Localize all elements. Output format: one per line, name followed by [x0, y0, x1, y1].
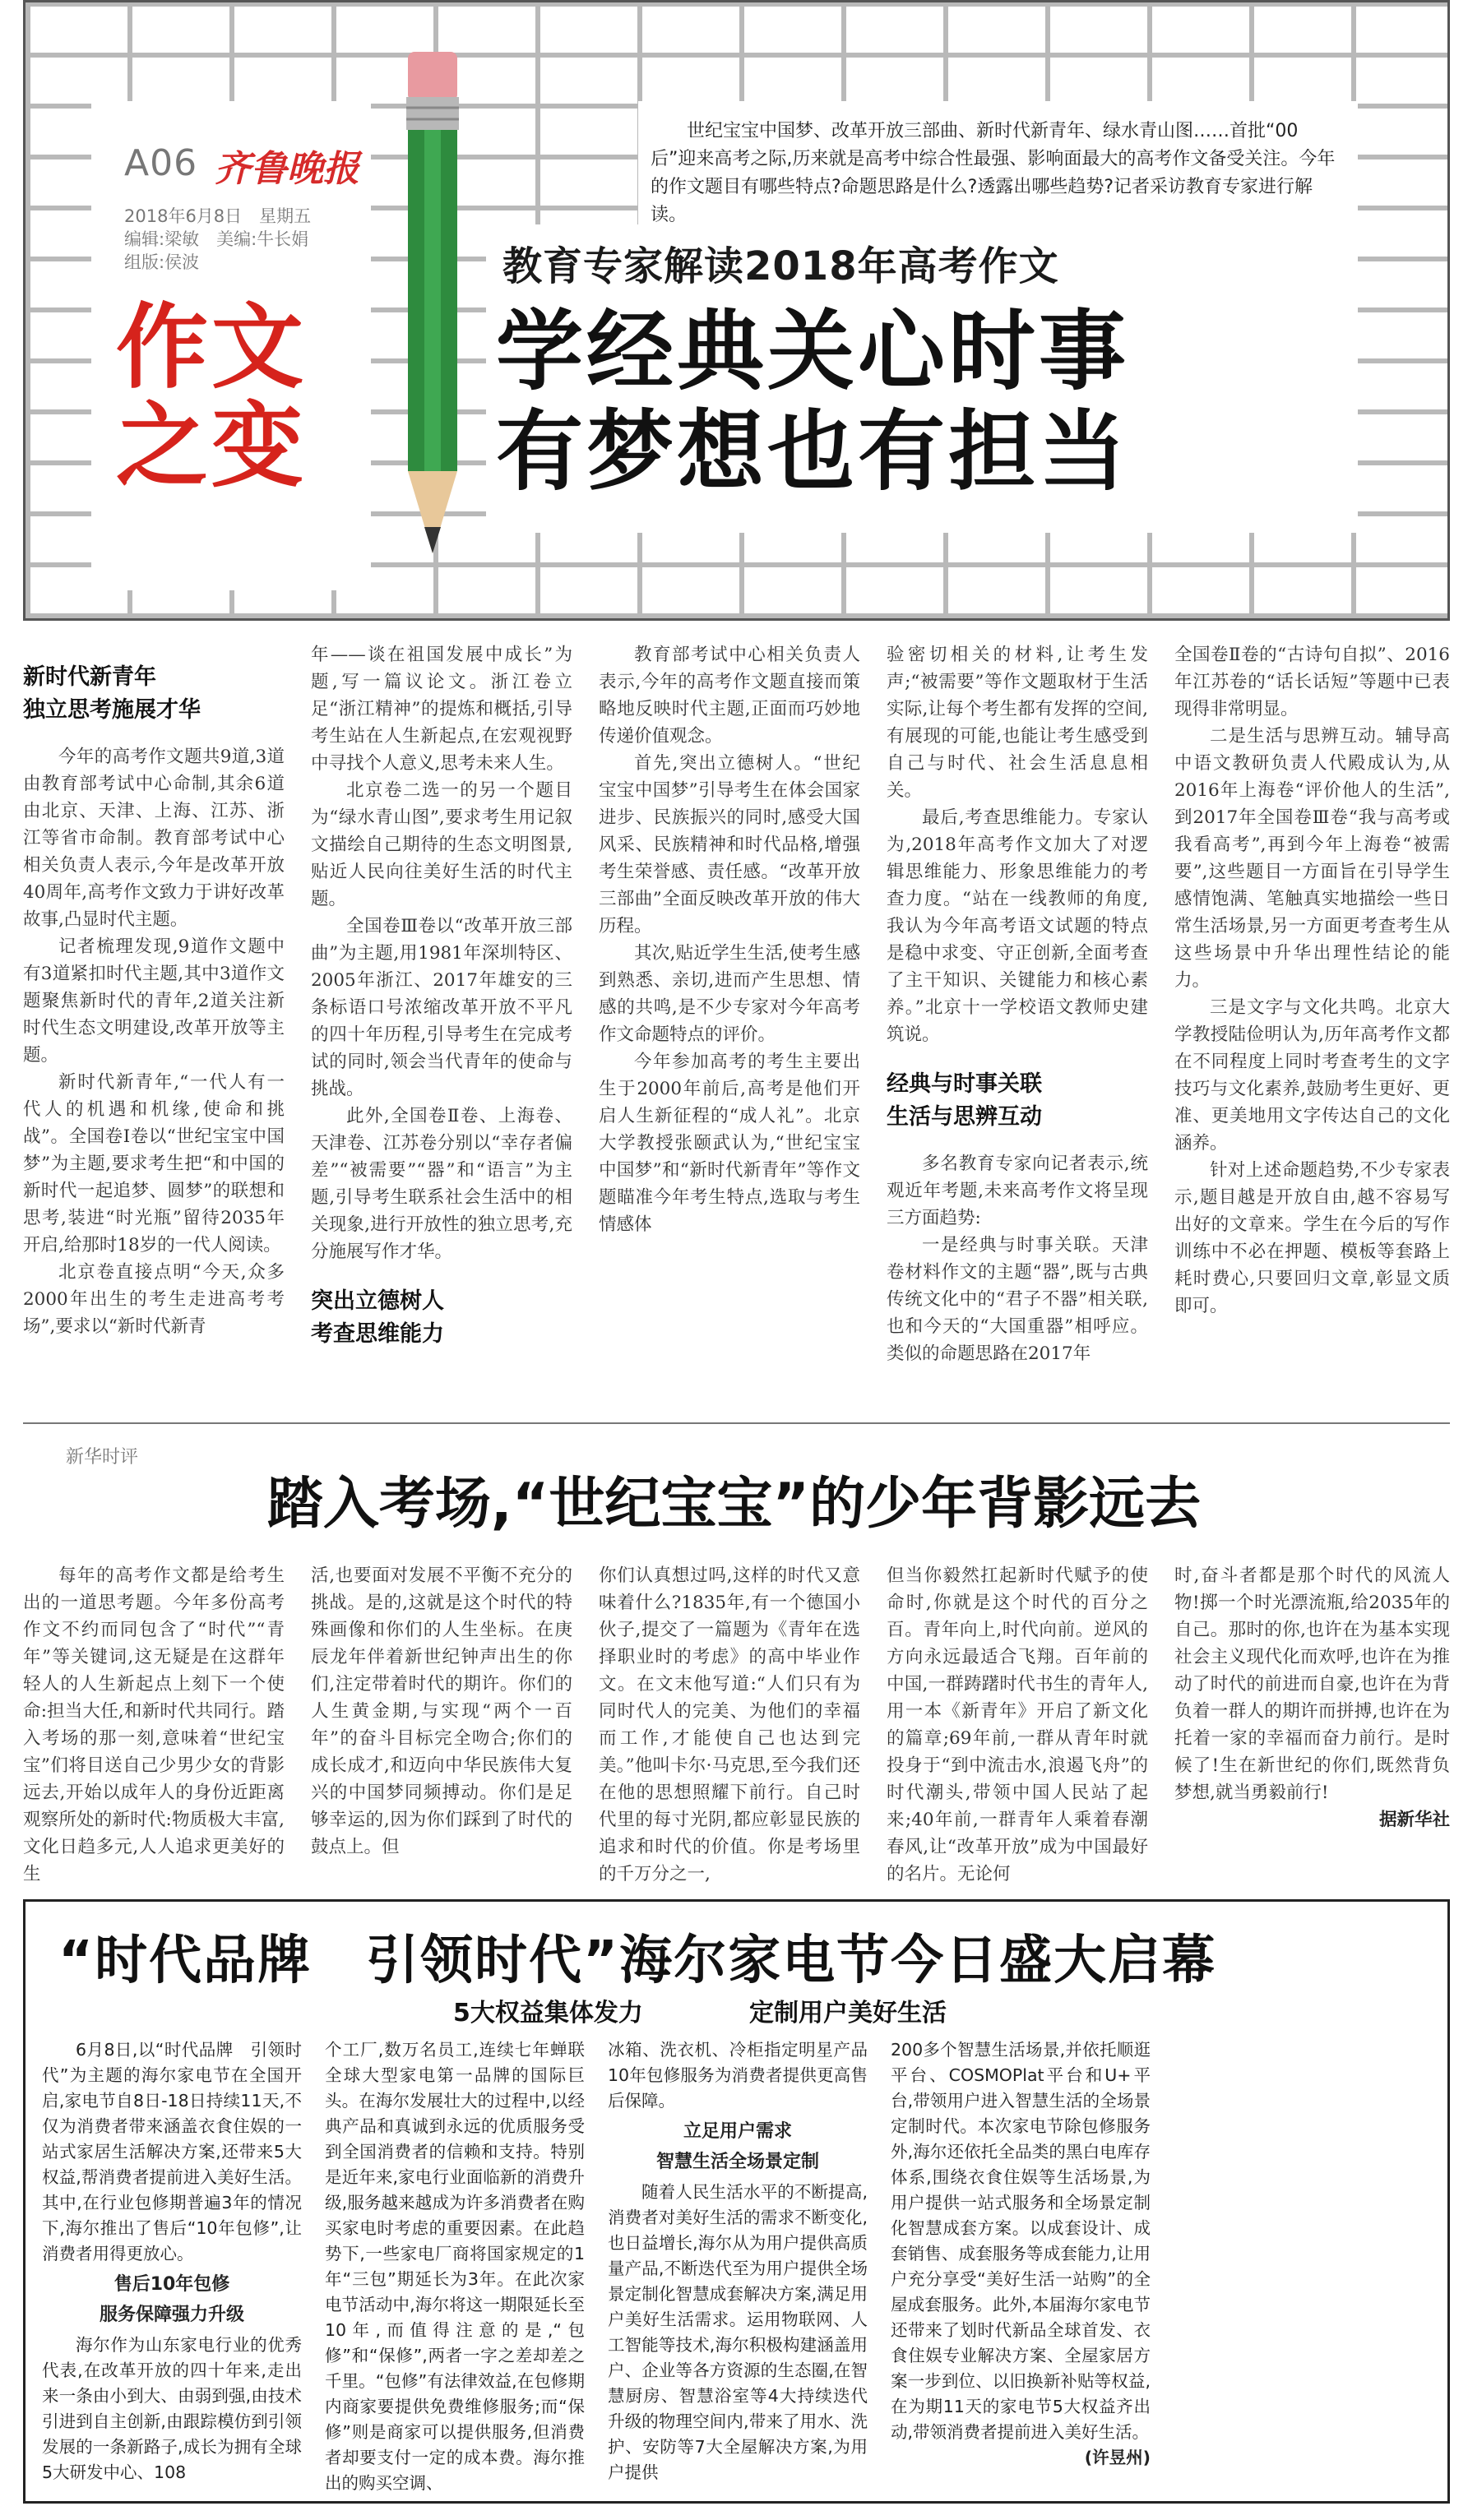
commentary-column-4: 但当你毅然扛起新时代赋予的使命时,你就是这个时代的百分之百。青年向上,时代向前。逆风的方向永远最适合飞翔。百年前的中国,一群踌躇时代书生的青年人,用一本《新青年》开启了新文化的篇章;69年前,一群从青年时就投身于“到中流击水,浪遏飞舟”的时代潮头,带领中国人民站了起来;40年前,一群青年人乘着春潮春风,让“改革开放”成为中国最好的名片。无论何 [887, 1565, 1148, 1884]
advertorial-subtitle-2: 定制用户美好生活 [749, 1999, 947, 2028]
layout-credit: 组版:侯波 [124, 252, 200, 272]
editor-credit: 编辑:梁敏 美编:牛长娟 [124, 229, 309, 249]
commentary-title: 踏入考场,“世纪宝宝”的少年背影远去 [266, 1472, 1202, 1537]
subheadline: 教育专家解读2018年高考作文 [502, 243, 1059, 289]
advertorial-body [42, 2037, 1436, 2498]
paragraph: 记者梳理发现,9道作文题中有3道紧扣时代主题,其中3道作文题聚焦新时代的青年,2道关注新时代生态文明建设,改革开放等主题。 [23, 936, 285, 1066]
paragraph: 三是文字与文化共鸣。北京大学教授陆俭明认为,历年高考作文都在不同程度上同时考查考生的文字技巧与文化素养,鼓励考生更好、更准、更美地用文字传达自己的文化涵养。 [1174, 997, 1450, 1154]
section-heading: 经典与时事关联 生活与思辨互动 [887, 1071, 1042, 1130]
paragraph: 今年的高考作文题共9道,3道由教育部考试中心命制,其余6道由北京、天津、上海、江苏、浙江等省市命制。教育部考试中心相关负责人表示,今年是改革开放40周年,高考作文致力于讲好改革故事,凸显时代主题。 [23, 747, 285, 930]
article-body [23, 641, 1450, 1377]
paragraph: 教育部考试中心相关负责人表示,今年的高考作文题直接而策略地反映时代主题,正面而巧妙地传递价值观念。 [599, 645, 860, 747]
paragraph: 一是经典与时事关联。天津卷材料作文的主题“器”,既与古典传统文化中的“君子不器”相关联,也和今天的“大国重器”相呼应。类似的命题思路在2017年 [887, 1235, 1148, 1364]
commentary-column-3: 你们认真想过吗,这样的时代又意味着什么?1835年,有一个德国小伙子,提交了一篇题为《青年在选择职业时的考虑》的高中毕业作文。在文末他写道:“人们只有为同时代人的完美、为他们的幸福而工作,才能使自己也达到完美。”他叫卡尔·马克思,至今我们还在他的思想照耀下前行。自己时代里的每寸光阴,都应彰显民族的追求和时代的价值。你是考场里的千万分之一, [599, 1565, 860, 1884]
advertorial-box [23, 1899, 1450, 2504]
edition-meta [124, 205, 311, 274]
header-panel [23, 0, 1450, 621]
paragraph: 二是生活与思辨互动。辅导高中语文教研负责人代殿成认为,从2016年上海卷“评价他人的生活”,到2017年全国卷Ⅲ卷“我与高考或我看高考”,再到今年上海卷“被需要”,这些题目一方面旨在引导学生感情饱满、笔触真实地描绘一些日常生活场景,另一方面更考查考生从这些场景中升华出理性结论的能力。 [1174, 726, 1450, 991]
paragraph: 北京卷直接点明“今天,众多2000年出生的考生走进高考考场”,要求以“新时代新青 [23, 1262, 285, 1337]
paragraph: 多名教育专家向记者表示,统观近年考题,未来高考作文将呈现三方面趋势: [887, 1154, 1148, 1228]
paragraph: 今年参加高考的考生主要出生于2000年前后,高考是他们开启人生新征程的“成人礼”。北京大学教授张颐武认为,“世纪宝宝中国梦”和“新时代新青年”等作文题瞄准今年考生特点,选取与考生情感体 [599, 1052, 860, 1235]
commentary-body [23, 1562, 1450, 1884]
paragraph: 其次,贴近学生生活,使考生感到熟悉、亲切,进而产生思想、情感的共鸣,是不少专家对今年高考作文命题特点的评价。 [599, 943, 860, 1045]
article-column-2 [311, 641, 572, 1377]
paragraph: 针对上述命题趋势,不少专家表示,题目越是开放自由,越不容易写出好的文章来。学生在今后的写作训练中不必在押题、模板等套路上耗时费心,只要回归文章,彰显文质即可。 [1174, 1160, 1450, 1316]
commentary-column-5: 时,奋斗者都是那个时代的风流人物!掷一个时光漂流瓶,给2035年的自己。那时的你,也许在为基本实现社会主义现代化而欢呼,也许在为推动了时代的前进而自豪,也许在为背负着一群人的期许而拼搏,也许在为托着一家的幸福而奋力前行。是时候了!生在新世纪的你们,既然背负梦想,就当勇毅前行! 据新华社 [1174, 1562, 1450, 1858]
lead-paragraph: 世纪宝宝中国梦、改革开放三部曲、新时代新青年、绿水青山图……首批“00后”迎来高考之际,历来就是高考中综合性最强、影响面最大的高考作文备受关注。今年的作文题目有哪些特点?命题思路是什么?透露出哪些趋势?记者采访教育专家进行解读。 [651, 121, 1336, 225]
page-number: A06 [124, 142, 198, 184]
newspaper-logo: 齐鲁晚报 [215, 148, 359, 190]
commentary-column-2: 活,也要面对发展不平衡不充分的挑战。是的,这就是这个时代的特殊画像和你们的人生坐标。在庚辰龙年伴着新世纪钟声出生的你们,注定带着时代的期许。你们的人生黄金期,与实现“两个一百年”的奋斗目标完全吻合;你们的成长成才,和迈向中华民族伟大复兴的中国梦同频搏动。你们是足够幸运的,因为你们踩到了时代的鼓点上。但 [311, 1565, 572, 1857]
news-source: 据新华社 [1378, 1810, 1450, 1830]
advertorial-column-1: 6月8日,以“时代品牌 引领时代”为主题的海尔家电节在全国开启,家电节自8日-18日持续11天,不仅为消费者带来涵盖衣食住娱的一站式家居生活解决方案,还带来5大权益,帮消费者提前进入美好生活。其中,在行业包修期普遍3年的情况下,海尔推出了售后“10年包修”,让消费者用得更放心。 售后10年包修 服务保障强力升级 海尔作为山东家电行业的优秀代表,在改革开放的四十年来,走出来一条由小到大、由弱到强,由技术引进到自主创新,由跟踪模仿到引领发展的一条新路子,成长为拥有全球5大研发中心、108 [42, 2040, 302, 2482]
article-column-5 [1174, 641, 1450, 1377]
column-title: 作文 之变 [116, 294, 307, 500]
headline: 学经典关心时事 有梦想也有担当 [496, 301, 1129, 502]
issue-date: 2018年6月8日 星期五 [124, 206, 312, 226]
article-column-4 [887, 641, 1148, 1377]
paragraph: 此外,全国卷Ⅱ卷、上海卷、天津卷、江苏卷分别以“幸存者偏差”“被需要”“器”和“语言”为主题,引导考生联系社会生活中的相关现象,进行开放性的独立思考,充分施展写作才华。 [311, 1106, 572, 1262]
paragraph: 北京卷二选一的另一个题目为“绿水青山图”,要求考生用记叙文描绘自己期待的生态文明图景,贴近人民向往美好生活的时代主题。 [311, 780, 572, 909]
advertorial-title: “时代品牌 引领时代”海尔家电节今日盛大启幕 [58, 1930, 1217, 1991]
paragraph: 验密切相关的材料,让考生发声;“被需要”等作文题取材于生活实际,让每个考生都有发挥的空间,有展现的可能,也能让考生感受到自己与时代、社会生活息息相关。 [887, 645, 1148, 801]
paragraph: 最后,考查思维能力。专家认为,2018年高考作文加大了对逻辑思维能力、形象思维能力的考查力度。“站在一线教师的角度,我认为今年高考语文试题的特点是稳中求变、守正创新,全面考查了主干知识、关键能力和核心素养。”北京十一学校语文教师史建筑说。 [887, 807, 1148, 1045]
section-tag: 新华时评 [66, 1447, 139, 1468]
paragraph: 新时代新青年,“一代人有一代人的机遇和机缘,使命和挑战”。全国卷Ⅰ卷以“世纪宝宝中国梦”为主题,要求考生把“和中国的新时代一起追梦、圆梦”的联想和思考,装进“时光瓶”留待2035年开启,给那时18岁的一代人阅读。 [23, 1072, 285, 1255]
section-heading: 突出立德树人 考查思维能力 [311, 1288, 444, 1347]
paragraph: 全国卷Ⅲ卷以“改革开放三部曲”为主题,用1981年深圳特区、2005年浙江、2017年雄安的三条标语口号浓缩改革开放不平凡的四十年历程,引导考生在完成考试的同时,领会当代青年的使命与挑战。 [311, 916, 572, 1099]
advertorial-subtitle-1: 5大权益集体发力 [453, 1999, 643, 2028]
advertorial-column-3: 冰箱、洗衣机、冷柜指定明星产品10年包修服务为消费者提供更高售后保障。 立足用户需求 智慧生活全场景定制 随着人民生活水平的不断提高,消费者对美好生活的需求不断变化,也日益增长,海尔从为用户提供高质量产品,不断迭代至为用户提供全场景定制化智慧成套解决方案,满足用户美好生活需求。运用物联网、人工智能等技术,海尔积极构建涵盖用户、企业等各方资源的生态圈,在智慧厨房、智慧浴室等4大持续迭代升级的物理空间内,带来了用水、洗护、安防等7大全屋解决方案,为用户提供 [608, 2040, 868, 2482]
paragraph: 首先,突出立德树人。“世纪宝宝中国梦”引导考生在体会国家进步、民族振兴的同时,感受大国风采、民族精神和时代品格,增强考生荣誉感、责任感。“改革开放三部曲”全面反映改革开放的伟大历程。 [599, 753, 860, 936]
section-heading: 新时代新青年 独立思考施展才华 [23, 664, 201, 723]
section-divider [23, 1422, 1450, 1424]
advertorial-column-4: 200多个智慧生活场景,并依托顺逛平台、COSMOPlat平台和U+平台,带领用户进入智慧生活的全场景定制时代。本次家电节除包修服务外,海尔还依托全品类的黑白电库存体系,围绕衣食住娱等生活场景,为用户提供一站式服务和全场景定制化智慧成套方案。以成套设计、成套销售、成套服务等成套能力,让用户充分享受“美好生活一站购”的全屋成套服务。此外,本届海尔家电节还带来了划时代新品全球首发、衣食住娱专业解决方案、全屋家居方案一步到位、以旧换新补贴等权益,在为期11天的家电节5大权益齐出动,带领消费者提前进入美好生活。 (许昱州) [891, 2037, 1151, 2498]
paragraph: 全国卷Ⅱ卷的“古诗句自拟”、2016年江苏卷的“话长话短”等题中已表现得非常明显。 [1174, 645, 1450, 719]
paragraph: 年——谈在祖国发展中成长”为题,写一篇议论文。浙江卷立足“浙江精神”的提炼和概括,引导考生站在人生新起点,在宏观视野中寻找个人意义,思考未来人生。 [311, 645, 572, 774]
pencil-icon [383, 52, 482, 578]
advertorial-column-2: 个工厂,数万名员工,连续七年蝉联全球大型家电第一品牌的国际巨头。在海尔发展壮大的过程中,以经典产品和真诚到永远的优质服务受到全国消费者的信赖和支持。特别是近年来,家电行业面临新的消费升级,服务越来越成为许多消费者在购买家电时考虑的重要因素。在此趋势下,一些家电厂商将国家规定的1年“三包”期延长为3年。在此次家电节活动中,海尔将这一期限延长至10年,而值得注意的是,“包修”和“保修”,两者一字之差却差之千里。“包修”有法律效益,在包修期内商家要提供免费维修服务;而“保修”则是商家可以提供服务,但消费者却要支付一定的成本费。海尔推出的购买空调、 [325, 2040, 585, 2493]
article-column-1 [23, 641, 285, 1377]
commentary-column-1: 每年的高考作文都是给考生出的一道思考题。今年多份高考作文不约而同包含了“时代”“青年”等关键词,这无疑是在这群年轻人的人生新起点上刻下一个使命:担当大任,和新时代共同行。踏入考场的那一刻,意味着“世纪宝宝”们将目送自己少男少女的背影远去,开始以成年人的身份近距离观察所处的新时代:物质极大丰富,文化日趋多元,人人追求更美好的生 [23, 1565, 285, 1884]
article-column-3 [599, 641, 860, 1377]
author-signature: (许昱州) [1084, 2448, 1151, 2467]
